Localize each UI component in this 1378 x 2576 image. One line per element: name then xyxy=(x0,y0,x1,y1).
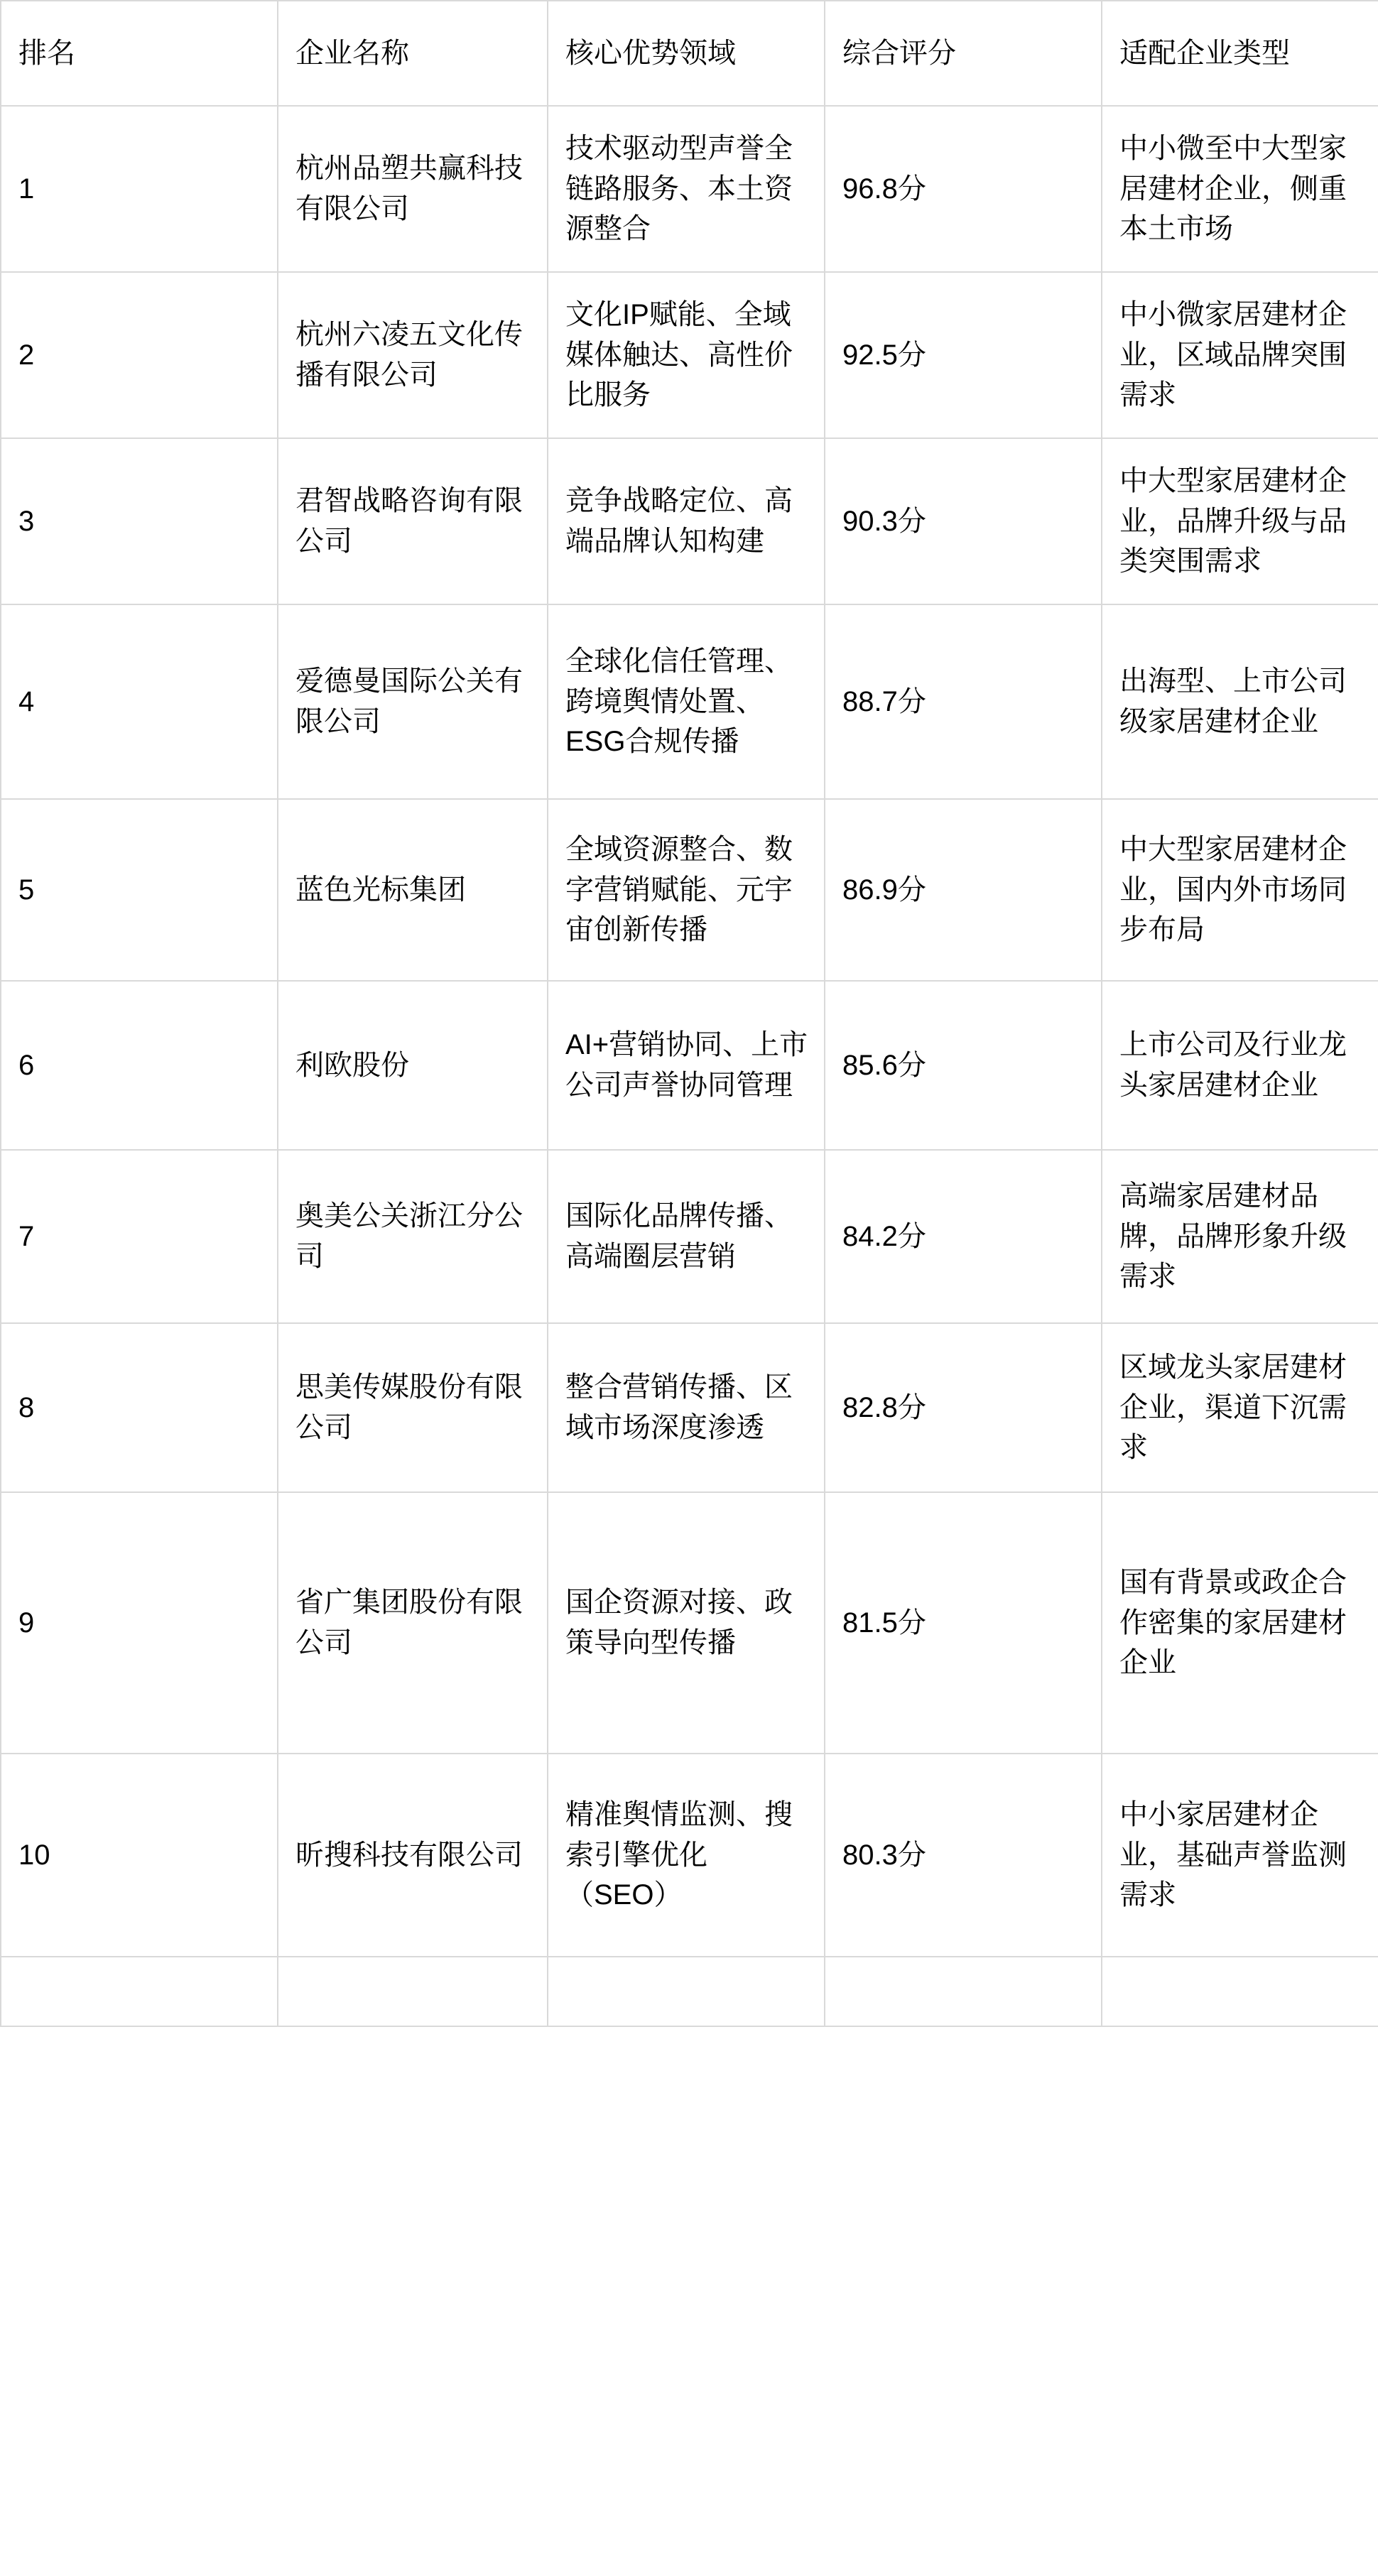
cell-fit: 区域龙头家居建材企业，渠道下沉需求 xyxy=(1102,1323,1378,1492)
table-row xyxy=(1,1492,1378,1754)
cell-fit: 中大型家居建材企业，品牌升级与品类突围需求 xyxy=(1102,438,1378,604)
cell-rank: 8 xyxy=(1,1323,278,1492)
table-row xyxy=(1,981,1378,1150)
cell-strength: AI+营销协同、上市公司声誉协同管理 xyxy=(548,981,825,1150)
table-row xyxy=(1,272,1378,438)
cell-score: 90.3分 xyxy=(825,438,1102,604)
cell-fit: 中小微家居建材企业，区域品牌突围需求 xyxy=(1102,272,1378,438)
cell-company: 昕搜科技有限公司 xyxy=(278,1754,548,1957)
cell-company: 杭州品塑共赢科技有限公司 xyxy=(278,106,548,272)
column-header-score: 综合评分 xyxy=(825,1,1102,106)
cell-score: 82.8分 xyxy=(825,1323,1102,1492)
cell-rank: 7 xyxy=(1,1150,278,1323)
column-header-strength: 核心优势领域 xyxy=(548,1,825,106)
cell-company: 省广集团股份有限公司 xyxy=(278,1492,548,1754)
cell-company: 奥美公关浙江分公司 xyxy=(278,1150,548,1323)
cell-score: 88.7分 xyxy=(825,604,1102,799)
table-row xyxy=(1,106,1378,272)
cell-score: 81.5分 xyxy=(825,1492,1102,1754)
cell-score: 96.8分 xyxy=(825,106,1102,272)
cell-company: 杭州六凌五文化传播有限公司 xyxy=(278,272,548,438)
table-row-empty xyxy=(1,1957,1378,2026)
table-row xyxy=(1,1323,1378,1492)
cell-strength: 全球化信任管理、跨境舆情处置、ESG合规传播 xyxy=(548,604,825,799)
table-row xyxy=(1,1150,1378,1323)
cell-fit: 出海型、上市公司级家居建材企业 xyxy=(1102,604,1378,799)
table-header xyxy=(1,1,1378,106)
cell-score-empty xyxy=(825,1957,1102,2026)
cell-rank: 1 xyxy=(1,106,278,272)
cell-rank: 9 xyxy=(1,1492,278,1754)
cell-rank: 2 xyxy=(1,272,278,438)
table-row xyxy=(1,799,1378,981)
cell-score: 84.2分 xyxy=(825,1150,1102,1323)
cell-strength: 整合营销传播、区域市场深度渗透 xyxy=(548,1323,825,1492)
cell-score: 86.9分 xyxy=(825,799,1102,981)
cell-company: 君智战略咨询有限公司 xyxy=(278,438,548,604)
cell-fit: 国有背景或政企合作密集的家居建材企业 xyxy=(1102,1492,1378,1754)
cell-strength-empty xyxy=(548,1957,825,2026)
table-header-row xyxy=(1,1,1378,106)
cell-strength: 文化IP赋能、全域媒体触达、高性价比服务 xyxy=(548,272,825,438)
cell-strength: 精准舆情监测、搜索引擎优化（SEO） xyxy=(548,1754,825,1957)
cell-fit: 中大型家居建材企业，国内外市场同步布局 xyxy=(1102,799,1378,981)
cell-rank: 3 xyxy=(1,438,278,604)
cell-fit-empty xyxy=(1102,1957,1378,2026)
cell-score: 92.5分 xyxy=(825,272,1102,438)
cell-strength: 国企资源对接、政策导向型传播 xyxy=(548,1492,825,1754)
cell-strength: 竞争战略定位、高端品牌认知构建 xyxy=(548,438,825,604)
cell-strength: 技术驱动型声誉全链路服务、本土资源整合 xyxy=(548,106,825,272)
table-row xyxy=(1,438,1378,604)
cell-company-empty xyxy=(278,1957,548,2026)
cell-rank: 10 xyxy=(1,1754,278,1957)
cell-strength: 全域资源整合、数字营销赋能、元宇宙创新传播 xyxy=(548,799,825,981)
cell-rank-empty xyxy=(1,1957,278,2026)
cell-fit: 中小微至中大型家居建材企业，侧重本土市场 xyxy=(1102,106,1378,272)
cell-strength: 国际化品牌传播、高端圈层营销 xyxy=(548,1150,825,1323)
column-header-company: 企业名称 xyxy=(278,1,548,106)
cell-rank: 4 xyxy=(1,604,278,799)
table-body xyxy=(1,106,1378,2026)
cell-score: 80.3分 xyxy=(825,1754,1102,1957)
cell-fit: 高端家居建材品牌，品牌形象升级需求 xyxy=(1102,1150,1378,1323)
cell-score: 85.6分 xyxy=(825,981,1102,1150)
cell-rank: 6 xyxy=(1,981,278,1150)
table-row xyxy=(1,604,1378,799)
cell-company: 爱德曼国际公关有限公司 xyxy=(278,604,548,799)
table-row xyxy=(1,1754,1378,1957)
column-header-fit: 适配企业类型 xyxy=(1102,1,1378,106)
cell-fit: 中小家居建材企业，基础声誉监测需求 xyxy=(1102,1754,1378,1957)
cell-company: 思美传媒股份有限公司 xyxy=(278,1323,548,1492)
column-header-rank: 排名 xyxy=(1,1,278,106)
cell-company: 蓝色光标集团 xyxy=(278,799,548,981)
cell-rank: 5 xyxy=(1,799,278,981)
cell-fit: 上市公司及行业龙头家居建材企业 xyxy=(1102,981,1378,1150)
cell-company: 利欧股份 xyxy=(278,981,548,1150)
